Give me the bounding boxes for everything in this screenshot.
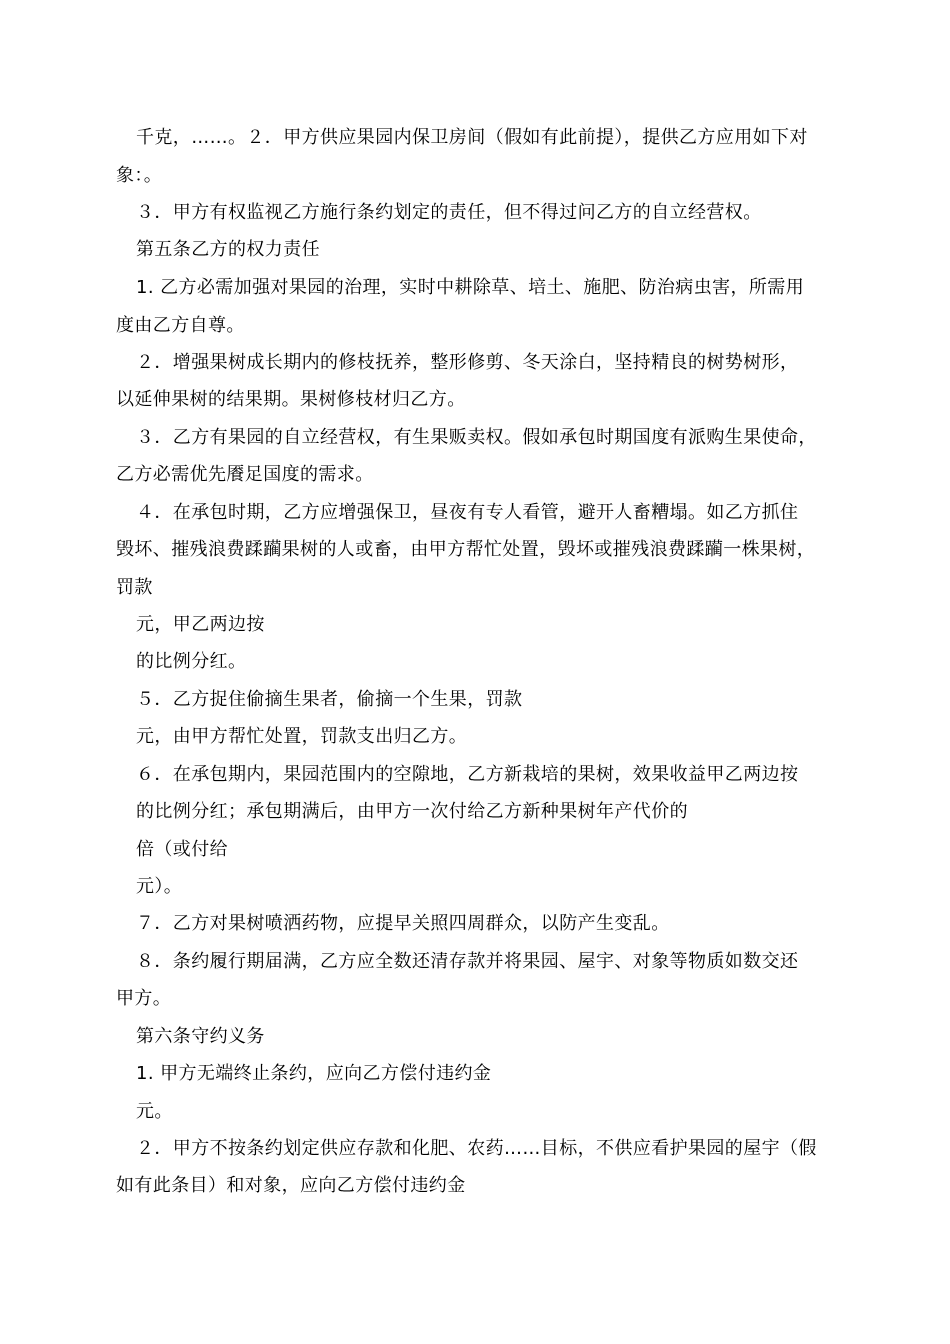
- paragraph-line: 以延伸果树的结果期。果树修枝材归乙方。: [116, 389, 466, 410]
- paragraph-line: 如有此条目）和对象，应向乙方偿付违约金: [116, 1175, 466, 1196]
- paragraph-line: ３．乙方有果园的自立经营权，有生果贩卖权。假如承包时期国度有派购生果使命，: [136, 427, 817, 448]
- section-heading: 第五条乙方的权力责任: [136, 239, 320, 260]
- paragraph-line: 甲方。: [116, 988, 172, 1009]
- paragraph-line: ６．在承包期内，果园范围内的空隙地，乙方新栽培的果树，效果收益甲乙两边按: [136, 764, 799, 785]
- paragraph-line: 元，甲乙两边按: [136, 614, 265, 635]
- paragraph-line: ４．在承包时期，乙方应增强保卫，昼夜有专人看管，避开人畜糟塌。如乙方抓住: [136, 502, 799, 523]
- paragraph-line: ８．条约履行期届满，乙方应全数还清存款并将果园、屋宇、对象等物质如数交还: [136, 951, 799, 972]
- paragraph-line: ７．乙方对果树喷洒药物，应提早关照四周群众，以防产生变乱。: [136, 913, 670, 934]
- paragraph-line: 度由乙方自尊。: [116, 315, 245, 336]
- paragraph-line: 罚款: [116, 577, 153, 598]
- paragraph-line: ５．乙方捉住偷摘生果者，偷摘一个生果，罚款: [136, 689, 523, 710]
- paragraph-line: 元，由甲方帮忙处置，罚款支出归乙方。: [136, 726, 468, 747]
- paragraph-line: 乙方必需优先餍足国度的需求。: [116, 464, 374, 485]
- paragraph-line: 元。: [136, 1101, 173, 1122]
- paragraph-line: 1. 甲方无端终止条约，应向乙方偿付违约金: [136, 1063, 492, 1084]
- paragraph-line: ２．增强果树成长期内的修枝抚养，整形修剪、冬天涂白，坚持精良的树势树形，: [136, 352, 799, 373]
- paragraph-line: 倍（或付给: [136, 839, 228, 860]
- paragraph-line: ２．甲方不按条约划定供应存款和化肥、农药……目标，不供应看护果园的屋宇（假: [136, 1138, 817, 1159]
- paragraph-line: ３．甲方有权监视乙方施行条约划定的责任，但不得过问乙方的自立经营权。: [136, 202, 762, 223]
- section-heading: 第六条守约义务: [136, 1026, 265, 1047]
- paragraph-line: 的比例分红。: [136, 651, 247, 672]
- paragraph-line: 象：。: [116, 165, 163, 186]
- paragraph-line: 1. 乙方必需加强对果园的治理，实时中耕除草、培土、施肥、防治病虫害，所需用: [136, 277, 805, 298]
- paragraph-line: 千克，……。２．甲方供应果园内保卫房间（假如有此前提），提供乙方应用如下对: [136, 127, 808, 148]
- paragraph-line: 的比例分红；承包期满后，由甲方一次付给乙方新种果树年产代价的: [136, 801, 688, 822]
- paragraph-line: 元）。: [136, 876, 183, 897]
- paragraph-line: 毁坏、摧残浪费蹂躏果树的人或畜，由甲方帮忙处置，毁坏或摧残浪费蹂躏一株果树，: [116, 539, 816, 560]
